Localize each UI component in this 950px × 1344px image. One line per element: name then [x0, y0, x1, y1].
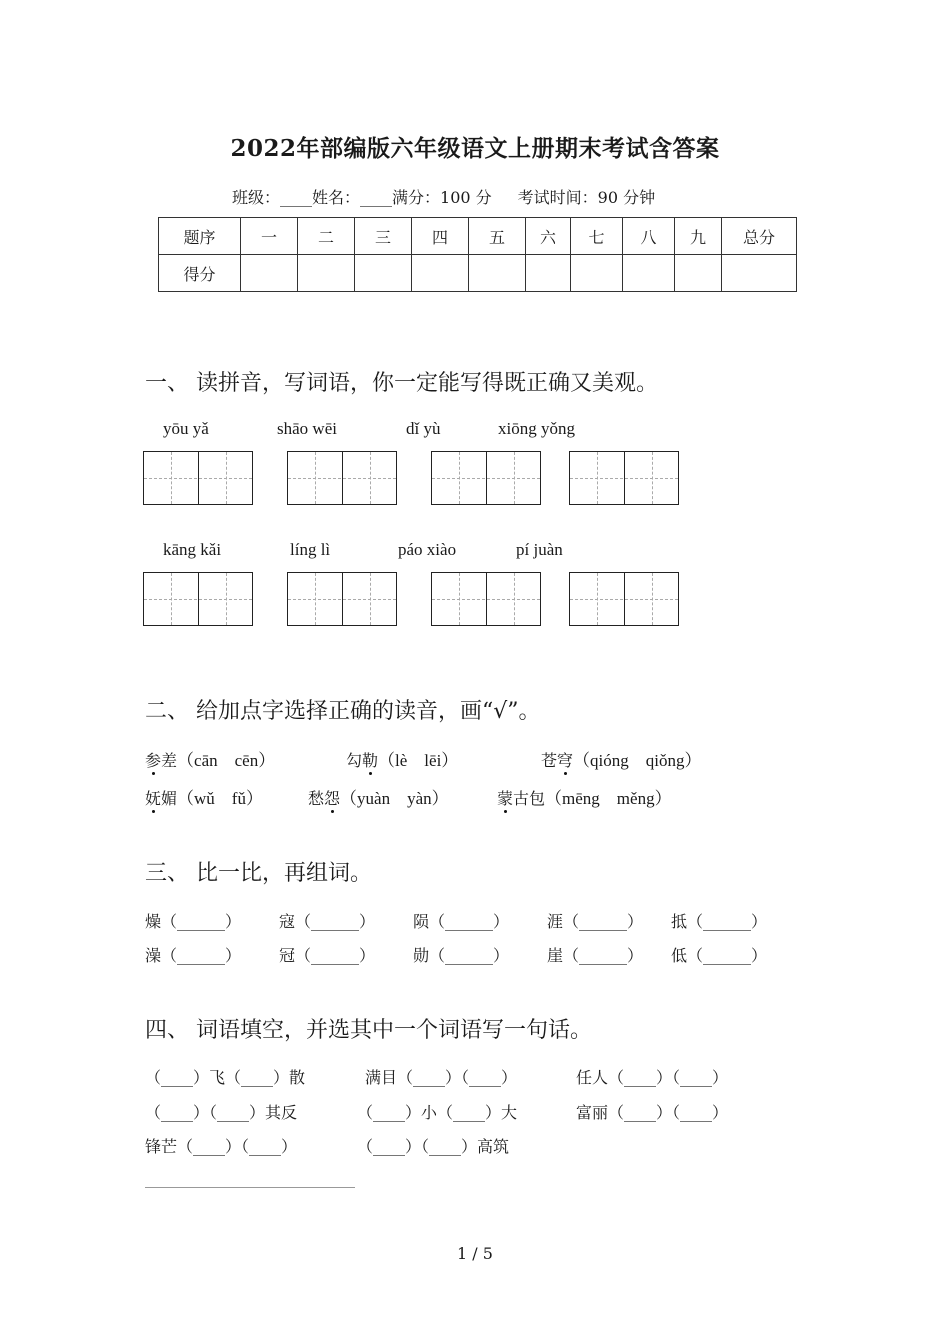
- idiom-fill-item: （____）小（____）大: [357, 1103, 518, 1122]
- score-cell[interactable]: [469, 255, 526, 292]
- score-cell[interactable]: [241, 255, 298, 292]
- score-cell[interactable]: [355, 255, 412, 292]
- column-cell: 八: [623, 218, 675, 255]
- word-compare-item: 抵（______）: [671, 912, 768, 931]
- pinyin-label: dǐ yù: [406, 419, 441, 438]
- idiom-fill-item: 锋芒（____）（____）: [145, 1137, 298, 1156]
- writing-grid[interactable]: [431, 572, 541, 626]
- pinyin-label: kāng kǎi: [163, 540, 222, 559]
- section-3-title: 三、 比一比，再组词。: [145, 861, 372, 886]
- section-1-title: 一、 读拼音，写词语，你一定能写得既正确又美观。: [145, 371, 658, 396]
- writing-grid[interactable]: [143, 451, 253, 505]
- reading-item: 参差（cān cēn）: [145, 746, 275, 771]
- exam-info-line: [232, 185, 655, 208]
- score-table-score-row: [159, 255, 797, 292]
- word-compare-item: 燥（______）: [145, 912, 242, 931]
- column-cell: 三: [355, 218, 412, 255]
- footer-divider: [145, 1187, 355, 1188]
- writing-grid[interactable]: [569, 451, 679, 505]
- word-compare-item: 冠（______）: [279, 946, 376, 965]
- reading-item: 愁怨（yuàn yàn）: [308, 784, 449, 809]
- section-4-title: 四、 词语填空，并选其中一个词语写一句话。: [145, 1018, 592, 1043]
- section-2-title: 二、 给加点字选择正确的读音，画“√”。: [145, 699, 541, 724]
- pinyin-label: xiōng yǒng: [498, 419, 575, 438]
- word-compare-item: 低（______）: [671, 946, 768, 965]
- idiom-fill-item: 富丽（____）（____）: [576, 1103, 729, 1122]
- idiom-fill-item: （____）（____）高筑: [357, 1137, 510, 1156]
- idiom-fill-item: （____）飞（____）散: [145, 1068, 306, 1087]
- name-label: 姓名：: [312, 188, 361, 207]
- column-cell: 二: [298, 218, 355, 255]
- writing-grid[interactable]: [431, 451, 541, 505]
- score-cell[interactable]: [526, 255, 571, 292]
- score-table-header-row: [159, 218, 797, 255]
- score-table: [158, 217, 797, 292]
- page-number: 1 / 5: [457, 1244, 493, 1263]
- word-compare-item: 崖（______）: [547, 946, 644, 965]
- page-title: 2022年部编版六年级语文上册期末考试含答案: [230, 135, 720, 162]
- score-cell[interactable]: [722, 255, 797, 292]
- column-cell: 总分: [722, 218, 797, 255]
- writing-grid[interactable]: [143, 572, 253, 626]
- name-blank: ____: [360, 188, 393, 207]
- word-compare-item: 陨（______）: [413, 912, 510, 931]
- column-cell: 四: [412, 218, 469, 255]
- score-cell[interactable]: [675, 255, 722, 292]
- word-compare-item: 涯（______）: [547, 912, 644, 931]
- idiom-fill-item: （____）（____）其反: [145, 1103, 298, 1122]
- column-cell: 六: [526, 218, 571, 255]
- word-compare-item: 勋（______）: [413, 946, 510, 965]
- class-label: 班级：: [232, 188, 281, 207]
- word-compare-item: 澡（______）: [145, 946, 242, 965]
- pinyin-label: shāo wēi: [277, 419, 337, 438]
- class-blank: ____: [280, 188, 313, 207]
- full-score-label: 满分：100 分: [392, 188, 492, 207]
- idiom-fill-item: 任人（____）（____）: [576, 1068, 729, 1087]
- column-cell: 五: [469, 218, 526, 255]
- reading-item: 妩媚（wǔ fǔ）: [145, 784, 263, 809]
- pinyin-label: páo xiào: [398, 540, 457, 559]
- idiom-fill-item: 满目（____）（____）: [365, 1068, 518, 1087]
- writing-grid[interactable]: [287, 451, 397, 505]
- score-cell[interactable]: [298, 255, 355, 292]
- score-cell[interactable]: [623, 255, 675, 292]
- score-cell[interactable]: [571, 255, 623, 292]
- column-cell: 一: [241, 218, 298, 255]
- column-cell: 九: [675, 218, 722, 255]
- reading-item: 蒙古包（mēng měng）: [497, 784, 672, 809]
- pinyin-label: yōu yǎ: [163, 419, 209, 438]
- score-label-cell: 得分: [159, 255, 241, 292]
- score-cell[interactable]: [412, 255, 469, 292]
- writing-grid[interactable]: [287, 572, 397, 626]
- word-compare-item: 寇（______）: [279, 912, 376, 931]
- reading-item: 苍穹（qióng qiǒng）: [541, 746, 701, 771]
- pinyin-label: líng lì: [290, 540, 331, 559]
- pinyin-label: pí juàn: [516, 540, 563, 559]
- header-label-cell: 题序: [159, 218, 241, 255]
- exam-time-label: 考试时间：90 分钟: [517, 188, 656, 207]
- writing-grid[interactable]: [569, 572, 679, 626]
- reading-item: 勾勒（lè lēi）: [346, 746, 458, 771]
- column-cell: 七: [571, 218, 623, 255]
